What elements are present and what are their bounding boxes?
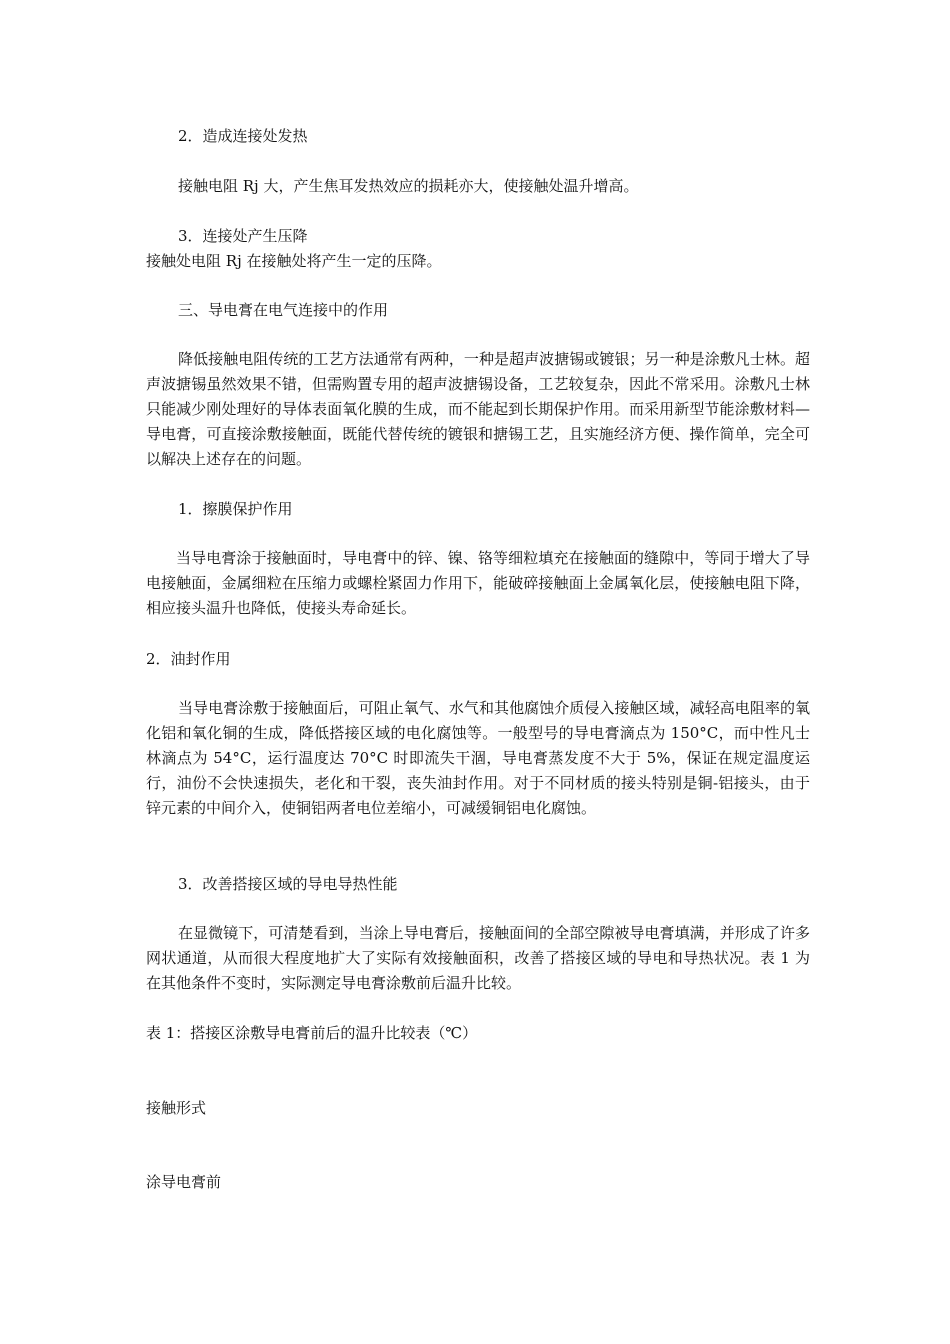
table-caption: 表 1：搭接区涂敷导电膏前后的温升比较表（℃） bbox=[146, 1024, 478, 1042]
section-heading-1-protection: 1．擦膜保护作用 bbox=[178, 500, 293, 518]
section-heading-three: 三、导电膏在电气连接中的作用 bbox=[178, 301, 389, 319]
table-cell-contact-form: 接触形式 bbox=[146, 1099, 207, 1117]
paragraph-voltage-drop: 接触处电阻 Rj 在接触处将产生一定的压降。 bbox=[146, 252, 442, 270]
section-heading-2-heat: 2．造成连接处发热 bbox=[178, 127, 308, 145]
section-heading-2-oil-seal: 2．油封作用 bbox=[146, 650, 231, 668]
paragraph-conductivity: 在显微镜下，可清楚看到，当涂上导电膏后，接触面间的全部空隙被导电膏填满，并形成了许多网状通道，从而很大程度地扩大了实际有效接触面积，改善了搭接区域的导电和导热状况。表 1 为在其他条件不变时，实际测定导电膏涂敷前后温升比较。 bbox=[146, 924, 810, 992]
section-heading-3-conductivity: 3．改善搭接区域的导电导热性能 bbox=[178, 875, 398, 893]
table-cell-before-coating: 涂导电膏前 bbox=[146, 1173, 222, 1191]
paragraph-heat: 接触电阻 Rj 大，产生焦耳发热效应的损耗亦大，使接触处温升增高。 bbox=[178, 177, 639, 195]
paragraph-methods: 降低接触电阻传统的工艺方法通常有两种，一种是超声波搪锡或镀银；另一种是涂敷凡士林。超声波搪锡虽然效果不错，但需购置专用的超声波搪锡设备，工艺较复杂，因此不常采用。涂敷凡士林只能减少刚处理好的导体表面氧化膜的生成，而不能起到长期保护作用。而采用新型节能涂敷材料—导电膏，可直接涂敷接触面，既能代替传统的镀银和搪锡工艺，且实施经济方便、操作简单，完全可以解决上述存在的问题。 bbox=[146, 350, 810, 468]
section-heading-3-voltage-drop: 3．连接处产生压降 bbox=[178, 227, 308, 245]
paragraph-protection: 当导电膏涂于接触面时，导电膏中的锌、镍、铬等细粒填充在接触面的缝隙中，等同于增大了导电接触面，金属细粒在压缩力或螺栓紧固力作用下，能破碎接触面上金属氧化层，使接触电阻下降，相应接头温升也降低，使接头寿命延长。 bbox=[146, 549, 810, 617]
paragraph-oil-seal: 当导电膏涂敷于接触面后，可阻止氧气、水气和其他腐蚀介质侵入接触区域，减轻高电阻率的氧化铝和氧化铜的生成，降低搭接区域的电化腐蚀等。一般型号的导电膏滴点为 150°C，而中性凡士林滴点为 54°C，运行温度达 70°C 时即流失干涸，导电膏蒸发度不大于 5%，保证在规定温度运行，油份不会快速损失，老化和干裂，丧失油封作用。对于不同材质的接头特别是铜-铝接头，由于锌元素的中间介入，使铜铝两者电位差缩小，可减缓铜铝电化腐蚀。 bbox=[146, 699, 810, 817]
